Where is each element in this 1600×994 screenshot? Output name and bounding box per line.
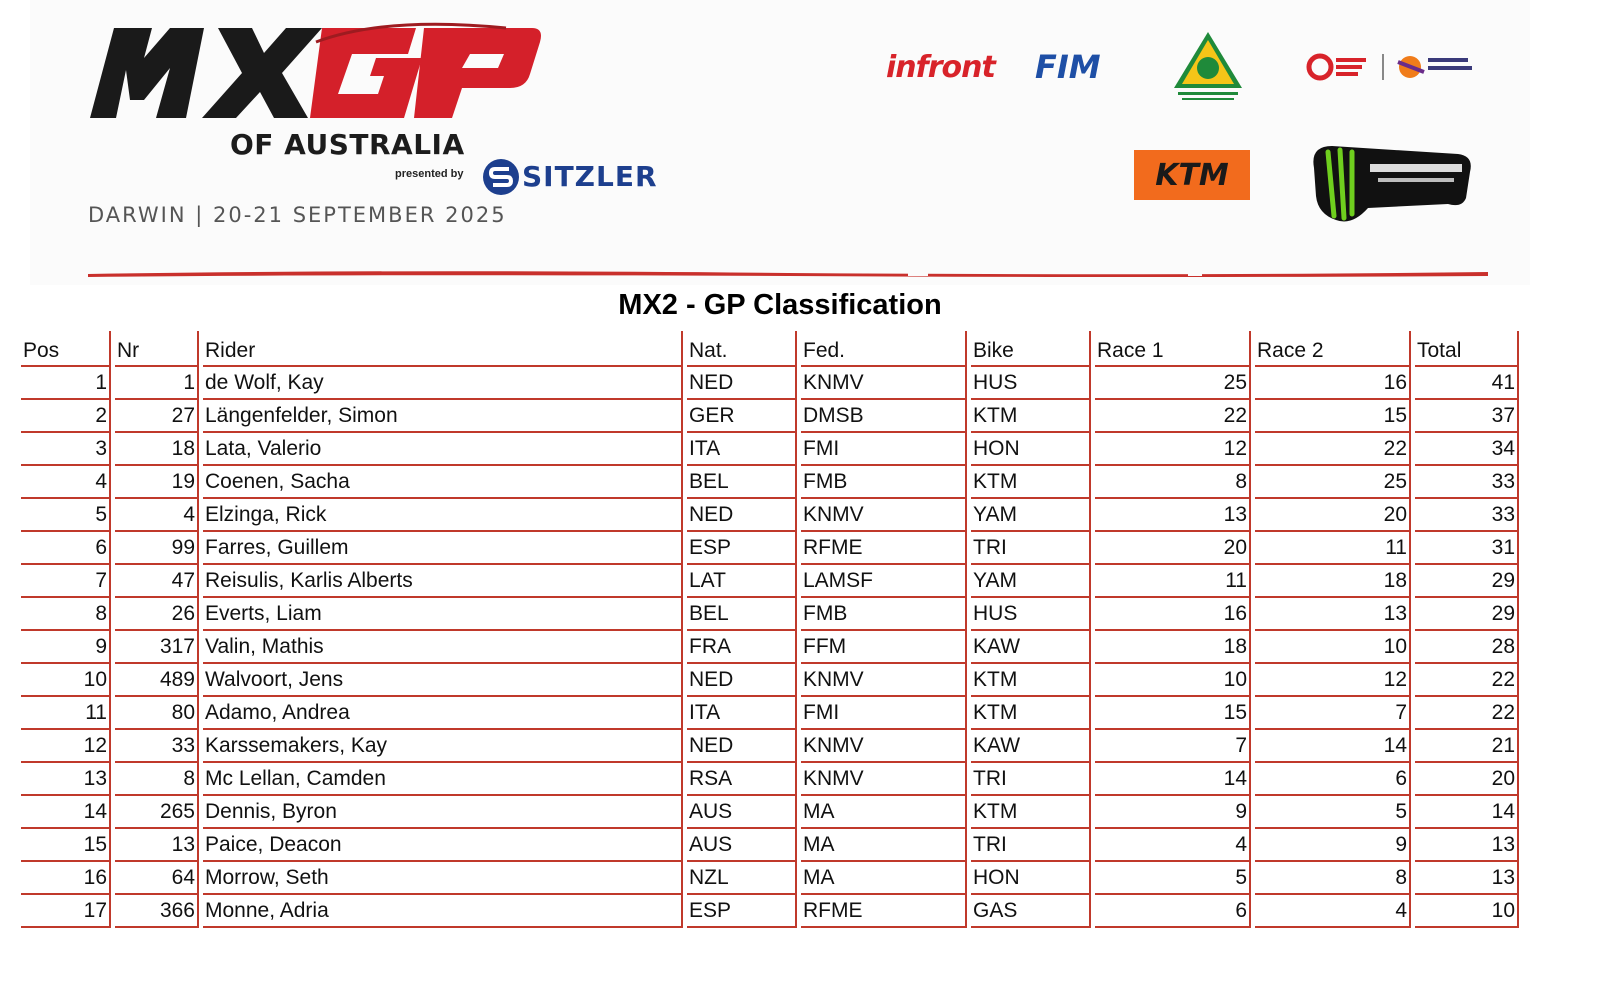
race1-cell: 25 [1095,367,1251,400]
pos-cell: 1 [21,367,111,400]
total-cell: 29 [1415,565,1519,598]
pos-cell: 14 [21,796,111,829]
pos-cell: 9 [21,631,111,664]
rider-cell: Coenen, Sacha [203,466,683,499]
pos-cell: 7 [21,565,111,598]
race2-cell: 13 [1255,598,1411,631]
nat-cell: ITA [687,697,797,730]
fed-cell: FMI [801,433,967,466]
nat-cell: NED [687,664,797,697]
rider-cell: Paice, Deacon [203,829,683,862]
bike-cell: KTM [971,664,1091,697]
nat-cell: RSA [687,763,797,796]
table-row [21,631,1519,664]
fed-cell: KNMV [801,730,967,763]
race2-cell: 25 [1255,466,1411,499]
table-row [21,895,1519,928]
total-cell: 37 [1415,400,1519,433]
table-row [21,499,1519,532]
col-header-race2: Race 2 [1255,331,1411,367]
rider-cell: Lata, Valerio [203,433,683,466]
nr-cell: 265 [115,796,199,829]
race2-cell: 12 [1255,664,1411,697]
race1-cell: 8 [1095,466,1251,499]
pos-cell: 8 [21,598,111,631]
rider-cell: Walvoort, Jens [203,664,683,697]
nat-cell: NED [687,730,797,763]
total-cell: 13 [1415,862,1519,895]
sitzler-icon [482,158,520,196]
table-row [21,862,1519,895]
nr-cell: 33 [115,730,199,763]
total-cell: 22 [1415,697,1519,730]
nr-cell: 18 [115,433,199,466]
fed-cell: RFME [801,895,967,928]
col-header-nr: Nr [115,331,199,367]
infront-logo: infront [886,50,995,85]
bike-cell: KAW [971,730,1091,763]
table-row [21,664,1519,697]
pos-cell: 11 [21,697,111,730]
race1-cell: 18 [1095,631,1251,664]
total-cell: 29 [1415,598,1519,631]
fed-cell: KNMV [801,763,967,796]
bike-cell: TRI [971,763,1091,796]
race1-cell: 5 [1095,862,1251,895]
col-header-fed: Fed. [801,331,967,367]
nr-cell: 13 [115,829,199,862]
race1-cell: 14 [1095,763,1251,796]
fed-cell: FMB [801,598,967,631]
rider-cell: Reisulis, Karlis Alberts [203,565,683,598]
pos-cell: 15 [21,829,111,862]
motorcycling-australia-logo [1170,30,1246,104]
table-header-row [21,331,1519,367]
table-row [21,796,1519,829]
bike-cell: HON [971,433,1091,466]
pos-cell: 4 [21,466,111,499]
fed-cell: KNMV [801,664,967,697]
nr-cell: 1 [115,367,199,400]
rider-cell: Monne, Adria [203,895,683,928]
nat-cell: AUS [687,829,797,862]
table-row [21,565,1519,598]
race1-cell: 6 [1095,895,1251,928]
monster-energy-logo [1308,138,1476,228]
fed-cell: MA [801,829,967,862]
table-row [21,730,1519,763]
bike-cell: KTM [971,400,1091,433]
table-row [21,367,1519,400]
race1-cell: 11 [1095,565,1251,598]
fed-cell: RFME [801,532,967,565]
fed-cell: FMB [801,466,967,499]
nat-cell: GER [687,400,797,433]
nr-cell: 64 [115,862,199,895]
total-cell: 31 [1415,532,1519,565]
race2-cell: 15 [1255,400,1411,433]
nat-cell: FRA [687,631,797,664]
race2-cell: 22 [1255,433,1411,466]
race2-cell: 11 [1255,532,1411,565]
nr-cell: 27 [115,400,199,433]
rider-cell: Farres, Guillem [203,532,683,565]
fed-cell: KNMV [801,499,967,532]
pos-cell: 10 [21,664,111,697]
race1-cell: 12 [1095,433,1251,466]
col-header-total: Total [1415,331,1519,367]
fed-cell: MA [801,862,967,895]
bike-cell: YAM [971,499,1091,532]
rider-cell: Elzinga, Rick [203,499,683,532]
race1-cell: 20 [1095,532,1251,565]
bike-cell: HUS [971,367,1091,400]
total-cell: 33 [1415,466,1519,499]
nr-cell: 99 [115,532,199,565]
nr-cell: 47 [115,565,199,598]
nr-cell: 4 [115,499,199,532]
col-header-rider: Rider [203,331,683,367]
race2-cell: 20 [1255,499,1411,532]
nr-cell: 489 [115,664,199,697]
bike-cell: YAM [971,565,1091,598]
bike-cell: KTM [971,466,1091,499]
table-row [21,400,1519,433]
total-cell: 21 [1415,730,1519,763]
nat-cell: ESP [687,532,797,565]
race1-cell: 15 [1095,697,1251,730]
bike-cell: KTM [971,796,1091,829]
col-header-pos: Pos [21,331,111,367]
table-row [21,763,1519,796]
presented-by-label: presented by [395,168,464,180]
fed-cell: FFM [801,631,967,664]
nat-cell: NZL [687,862,797,895]
table-row [21,598,1519,631]
nr-cell: 26 [115,598,199,631]
race2-cell: 9 [1255,829,1411,862]
race1-cell: 22 [1095,400,1251,433]
bike-cell: HUS [971,598,1091,631]
rider-cell: Karssemakers, Kay [203,730,683,763]
fed-cell: FMI [801,697,967,730]
total-cell: 28 [1415,631,1519,664]
race2-cell: 7 [1255,697,1411,730]
race2-cell: 16 [1255,367,1411,400]
northern-territory-logo [1306,50,1476,84]
nat-cell: NED [687,367,797,400]
nat-cell: ESP [687,895,797,928]
total-cell: 14 [1415,796,1519,829]
nr-cell: 80 [115,697,199,730]
red-brush-divider [88,268,1488,278]
fed-cell: LAMSF [801,565,967,598]
rider-cell: Adamo, Andrea [203,697,683,730]
nr-cell: 8 [115,763,199,796]
total-cell: 20 [1415,763,1519,796]
ktm-logo: KTM [1134,150,1250,200]
race1-cell: 4 [1095,829,1251,862]
race1-cell: 7 [1095,730,1251,763]
rider-cell: Dennis, Byron [203,796,683,829]
col-header-nat: Nat. [687,331,797,367]
pos-cell: 16 [21,862,111,895]
total-cell: 33 [1415,499,1519,532]
total-cell: 22 [1415,664,1519,697]
race2-cell: 6 [1255,763,1411,796]
total-cell: 34 [1415,433,1519,466]
pos-cell: 2 [21,400,111,433]
table-row [21,466,1519,499]
table-row [21,697,1519,730]
page-title: MX2 - GP Classification [618,289,942,321]
logo-subtitle: OF AUSTRALIA [230,128,465,161]
race1-cell: 10 [1095,664,1251,697]
rider-cell: Valin, Mathis [203,631,683,664]
fed-cell: DMSB [801,400,967,433]
table-body [21,367,1519,928]
race2-cell: 18 [1255,565,1411,598]
bike-cell: TRI [971,829,1091,862]
pos-cell: 12 [21,730,111,763]
nat-cell: BEL [687,598,797,631]
table-row [21,532,1519,565]
nat-cell: NED [687,499,797,532]
nat-cell: LAT [687,565,797,598]
race1-cell: 16 [1095,598,1251,631]
presenter-name: SITZLER [522,160,658,193]
rider-cell: de Wolf, Kay [203,367,683,400]
pos-cell: 6 [21,532,111,565]
race2-cell: 8 [1255,862,1411,895]
rider-cell: Everts, Liam [203,598,683,631]
pos-cell: 13 [21,763,111,796]
pos-cell: 5 [21,499,111,532]
nat-cell: ITA [687,433,797,466]
event-location-date: DARWIN | 20-21 SEPTEMBER 2025 [88,203,507,227]
bike-cell: KAW [971,631,1091,664]
race2-cell: 14 [1255,730,1411,763]
bike-cell: KTM [971,697,1091,730]
rider-cell: Mc Lellan, Camden [203,763,683,796]
nat-cell: BEL [687,466,797,499]
race2-cell: 4 [1255,895,1411,928]
fim-logo: FIM [1035,48,1101,86]
col-header-race1: Race 1 [1095,331,1251,367]
race2-cell: 5 [1255,796,1411,829]
nr-cell: 366 [115,895,199,928]
mxgp-logo [86,18,546,138]
total-cell: 41 [1415,367,1519,400]
total-cell: 10 [1415,895,1519,928]
race2-cell: 10 [1255,631,1411,664]
col-header-bike: Bike [971,331,1091,367]
bike-cell: TRI [971,532,1091,565]
classification-table [17,331,1523,928]
race1-cell: 9 [1095,796,1251,829]
nat-cell: AUS [687,796,797,829]
rider-cell: Morrow, Seth [203,862,683,895]
total-cell: 13 [1415,829,1519,862]
table-row [21,433,1519,466]
race1-cell: 13 [1095,499,1251,532]
table-row [21,829,1519,862]
nr-cell: 19 [115,466,199,499]
bike-cell: HON [971,862,1091,895]
pos-cell: 3 [21,433,111,466]
bike-cell: GAS [971,895,1091,928]
pos-cell: 17 [21,895,111,928]
rider-cell: Längenfelder, Simon [203,400,683,433]
fed-cell: MA [801,796,967,829]
fed-cell: KNMV [801,367,967,400]
nr-cell: 317 [115,631,199,664]
